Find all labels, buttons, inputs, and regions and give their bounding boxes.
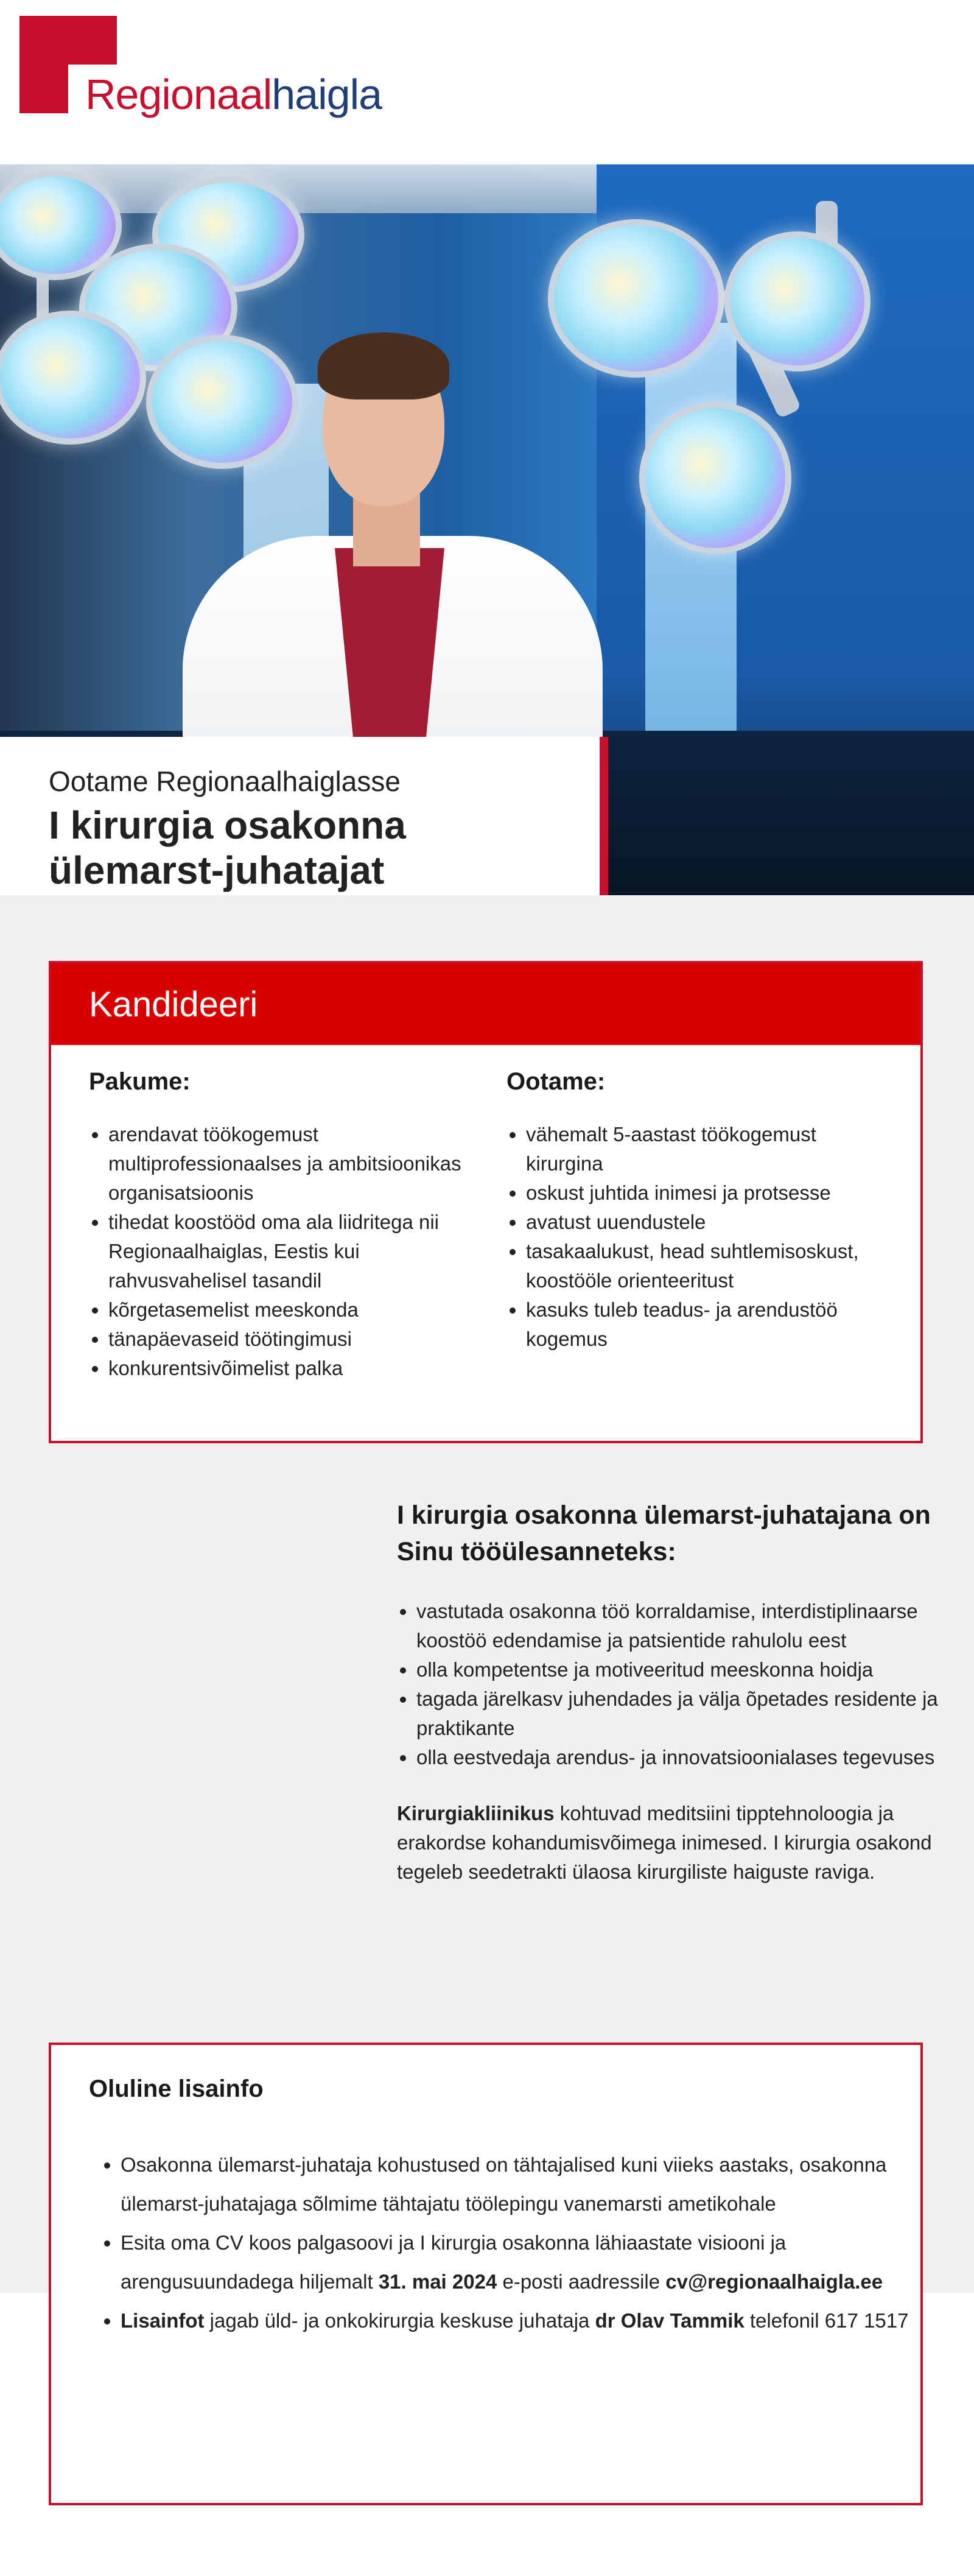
accent-bar: [600, 737, 608, 895]
expect-list: [506, 1120, 884, 1354]
list-item: • konkurentsivõimelist palka: [108, 1354, 466, 1383]
logo-wordmark: Regionaalhaigla: [85, 71, 382, 118]
list-item: • tagada järelkasv juhendades ja välja õpetades residente ja praktikante: [416, 1684, 939, 1743]
clinic-name: Kirurgiakliinikus: [397, 1802, 555, 1825]
list-item: • tihedat koostööd oma ala liidritega nii Regionaalhaiglas, Eestis kui rahvusvahelisel tasandil: [108, 1208, 466, 1295]
contact-phone[interactable]: telefonil 617 1517: [744, 2309, 909, 2332]
page-title: I kirurgia osakonna ülemarst-juhatajat: [49, 803, 406, 892]
list-item: • avatust uuendustele: [526, 1208, 884, 1237]
list-item: • vähemalt 5-aastast töökogemust kirurgina: [526, 1120, 884, 1178]
email-link[interactable]: cv@regionaalhaigla.ee: [665, 2270, 883, 2293]
offer-heading: Pakume:: [89, 1068, 191, 1095]
apply-button-label: Kandideeri: [89, 985, 258, 1024]
page-subtitle: Ootame Regionaalhaiglasse: [49, 765, 401, 797]
clinic-description: Kirurgiakliinikus kohtuvad meditsiini tipptehnoloogia ja erakordse kohandumisvõimega inimesed. I kirurgia osakond tegeleb seedetrakti ülaosa kirurgiliste haiguste raviga.: [397, 1802, 932, 1883]
list-item: • arendavat töökogemust multiprofessionaalses ja ambitsioonikas organisatsioonis: [108, 1120, 466, 1208]
contact-name: dr Olav Tammik: [595, 2309, 745, 2332]
list-item: • kõrgetasemelist meeskonda: [108, 1295, 466, 1325]
offer-column: [89, 1068, 466, 1383]
list-item: • olla eestvedaja arendus- ja innovatsioonialases tegevuses: [416, 1743, 939, 1772]
list-item: • tänapäevaseid töötingimusi: [108, 1325, 466, 1354]
info-card: [49, 2043, 923, 2505]
duties-heading: I kirurgia osakonna ülemarst-juhatajana on Sinu tööülesanneteks:: [397, 1501, 931, 1566]
list-item: • Osakonna ülemarst-juhataja kohustused on tähtajalised kuni viieks aastaks, osakonna ülemarst-juhatajaga sõlmime tähtajatu töölepingu vanemarsti ametikohale: [121, 2145, 912, 2223]
apply-button[interactable]: [51, 963, 920, 1045]
info-heading: Oluline lisainfo: [89, 2075, 264, 2102]
apply-card: [49, 961, 923, 1443]
list-item: • kasuks tuleb teadus- ja arendustöö kogemus: [526, 1295, 884, 1354]
list-item: • tasakaalukust, head suhtlemisoskust, koostööle orienteeritust: [526, 1237, 884, 1295]
deadline-date: 31. mai 2024: [378, 2270, 497, 2293]
list-item: • vastutada osakonna töö korraldamise, interdistiplinaarse koostöö edendamise ja patsientide rahulolu eest: [416, 1597, 939, 1655]
list-item: • Lisainfot jagab üld- ja onkokirurgia keskuse juhataja dr Olav Tammik telefonil 617 1517: [121, 2301, 912, 2340]
info-list: [89, 2145, 912, 2340]
offer-list: [89, 1120, 466, 1383]
duties-list: [397, 1597, 939, 1772]
list-item: • olla kompetentse ja motiveeritud meeskonna hoidja: [416, 1655, 939, 1684]
regionaalhaigla-logo[interactable]: [19, 16, 382, 119]
expect-heading: Ootame:: [506, 1068, 606, 1095]
list-item: • oskust juhtida inimesi ja protsesse: [526, 1178, 884, 1208]
duties-section: [397, 1497, 939, 1887]
list-item: • Esita oma CV koos palgasoovi ja I kirurgia osakonna lähiaastate visiooni ja arengusuundadega hiljemalt 31. mai 2024 e-posti aadressile cv@regionaalhaigla.ee: [121, 2223, 912, 2301]
expect-column: [506, 1068, 884, 1354]
